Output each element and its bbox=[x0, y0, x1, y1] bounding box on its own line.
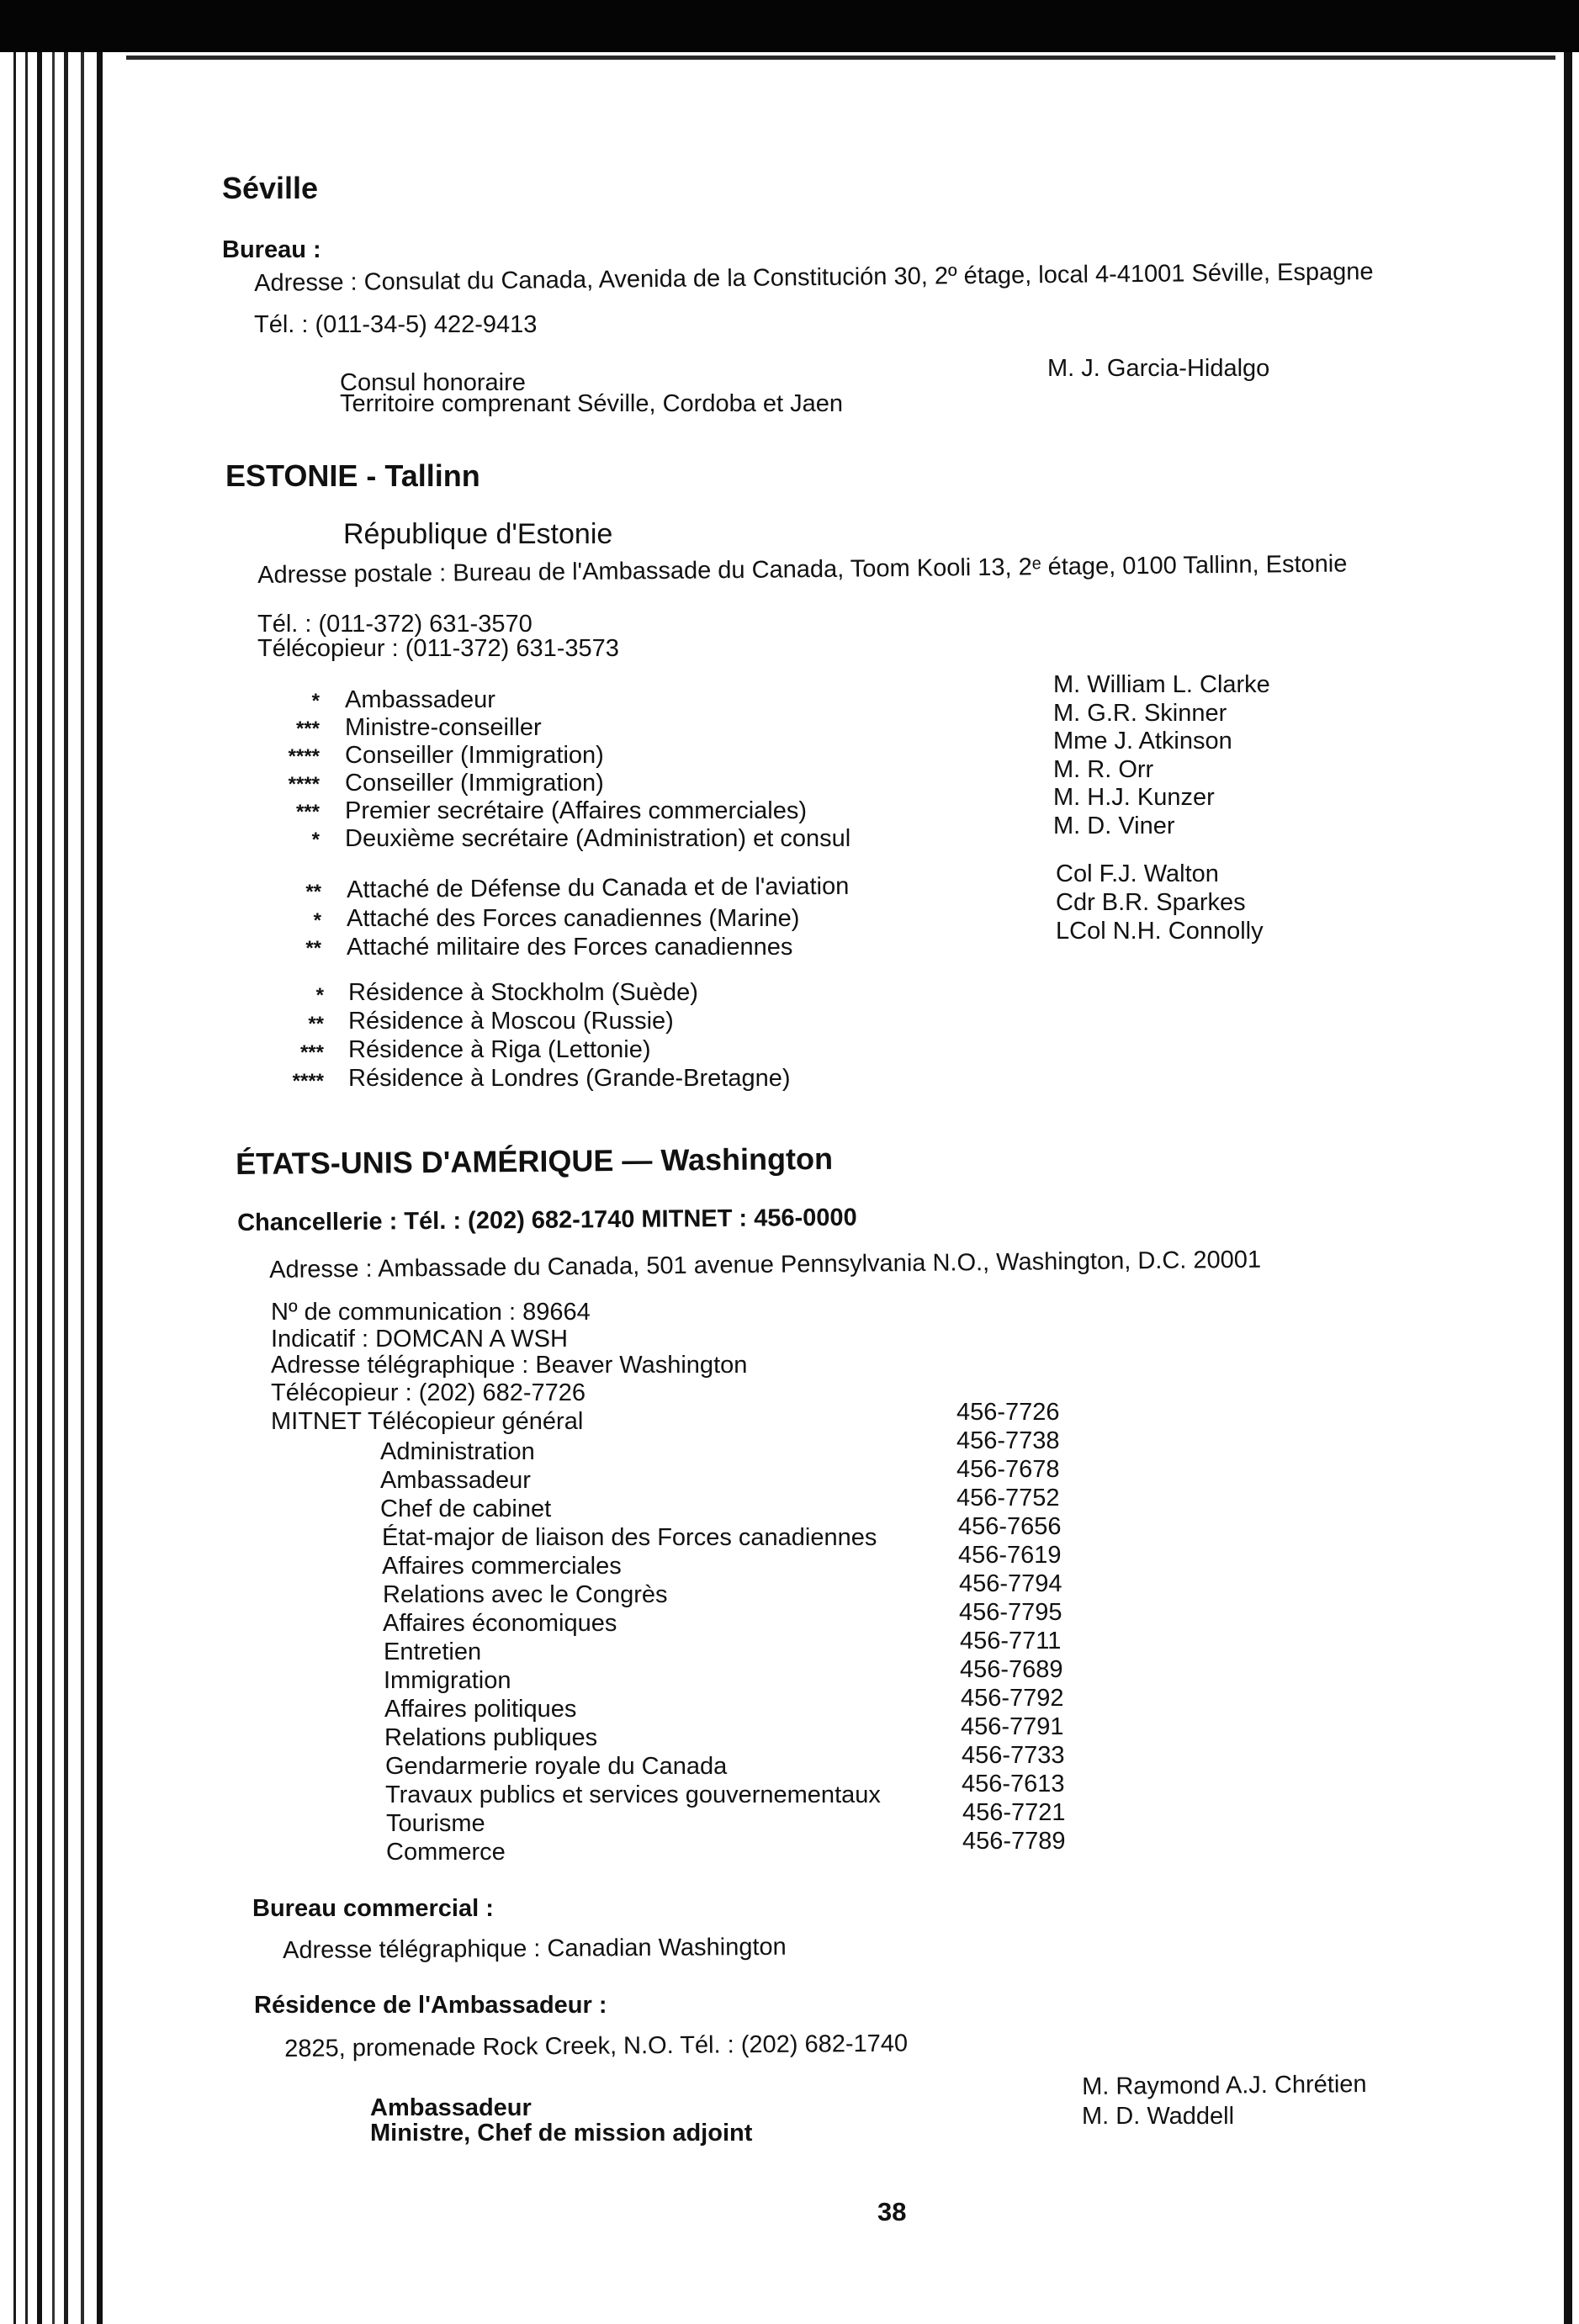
department-name: Affaires commerciales bbox=[382, 1553, 622, 1580]
department-number: 456-7689 bbox=[960, 1656, 1063, 1683]
attache-title: Attaché de Défense du Canada et de l'aviation bbox=[346, 872, 850, 903]
usa-fax: Télécopieur : (202) 682-7726 bbox=[271, 1379, 586, 1406]
usa-mitnet-number: 456-7726 bbox=[956, 1399, 1060, 1426]
estonie-address: Adresse postale : Bureau de l'Ambassade du Canada, Toom Kooli 13, 2ᵉ étage, 0100 Tallinn, Estonie bbox=[257, 550, 1348, 589]
attache-stars: ** bbox=[305, 937, 321, 960]
residence-stars: ** bbox=[308, 1013, 324, 1035]
attache-name: LCol N.H. Connolly bbox=[1056, 918, 1264, 945]
department-name: Ambassadeur bbox=[380, 1467, 531, 1494]
estonie-subtitle: République d'Estonie bbox=[343, 518, 613, 550]
bureau-label: Bureau : bbox=[222, 236, 321, 263]
residence-address: 2825, promenade Rock Creek, N.O. Tél. : (202) 682-1740 bbox=[283, 2030, 909, 2062]
department-number: 456-7678 bbox=[956, 1456, 1060, 1483]
department-name: Tourisme bbox=[386, 1810, 485, 1837]
department-name: Affaires économiques bbox=[383, 1610, 617, 1637]
department-name: Affaires politiques bbox=[384, 1696, 577, 1723]
seville-territory: Territoire comprenant Séville, Cordoba et Jaen bbox=[340, 390, 844, 417]
department-number: 456-7791 bbox=[961, 1713, 1064, 1740]
attache-name: Col F.J. Walton bbox=[1056, 860, 1219, 887]
department-name: Commerce bbox=[386, 1839, 506, 1866]
seville-role: Consul honoraire bbox=[340, 369, 526, 396]
department-name: Relations avec le Congrès bbox=[383, 1581, 668, 1608]
estonie-fax: Télécopieur : (011-372) 631-3573 bbox=[257, 635, 619, 662]
section-title-seville: Séville bbox=[222, 171, 319, 205]
staff-stars: * bbox=[311, 690, 320, 712]
staff-title: Ambassadeur bbox=[345, 686, 495, 713]
staff-stars: * bbox=[311, 828, 320, 851]
usa-telegraph: Adresse télégraphique : Beaver Washington bbox=[271, 1352, 748, 1379]
usa-indicatif: Indicatif : DOMCAN A WSH bbox=[271, 1326, 568, 1353]
residence-text: Résidence à Riga (Lettonie) bbox=[348, 1036, 651, 1063]
staff-title: Conseiller (Immigration) bbox=[345, 770, 604, 797]
attache-stars: ** bbox=[305, 881, 321, 903]
attache-title: Attaché des Forces canadiennes (Marine) bbox=[347, 905, 800, 932]
department-number: 456-7711 bbox=[960, 1628, 1062, 1654]
department-number: 456-7752 bbox=[956, 1485, 1060, 1511]
staff-stars: *** bbox=[295, 717, 320, 740]
seville-tel: Tél. : (011-34-5) 422-9413 bbox=[254, 311, 538, 338]
residence-stars: **** bbox=[292, 1070, 324, 1093]
department-name: Relations publiques bbox=[384, 1724, 598, 1751]
seville-consul-name: M. J. Garcia-Hidalgo bbox=[1047, 355, 1270, 382]
residence-text: Résidence à Stockholm (Suède) bbox=[348, 979, 698, 1006]
department-name: Travaux publics et services gouvernementaux bbox=[385, 1781, 881, 1808]
attache-stars: * bbox=[313, 909, 321, 932]
department-number: 456-7792 bbox=[961, 1685, 1064, 1712]
ambassadeur-name: M. Raymond A.J. Chrétien bbox=[1081, 2071, 1367, 2100]
department-name: Entretien bbox=[384, 1638, 482, 1665]
department-number: 456-7613 bbox=[962, 1771, 1065, 1797]
staff-stars: **** bbox=[288, 745, 320, 768]
staff-stars: **** bbox=[288, 773, 320, 796]
page-number: 38 bbox=[877, 2197, 907, 2226]
staff-title: Ministre-conseiller bbox=[345, 714, 542, 741]
seville-address: Adresse : Consulat du Canada, Avenida de la Constitución 30, 2º étage, local 4-41001 Séville, Espagne bbox=[253, 258, 1374, 297]
department-number: 456-7733 bbox=[962, 1742, 1065, 1769]
department-number: 456-7721 bbox=[962, 1799, 1066, 1826]
estonie-tel: Tél. : (011-372) 631-3570 bbox=[257, 611, 533, 638]
department-number: 456-7794 bbox=[959, 1570, 1062, 1597]
department-number: 456-7789 bbox=[962, 1828, 1066, 1855]
usa-comm-no: Nº de communication : 89664 bbox=[271, 1299, 591, 1326]
staff-title: Premier secrétaire (Affaires commerciales) bbox=[345, 797, 807, 824]
staff-title: Deuxième secrétaire (Administration) et consul bbox=[345, 825, 851, 852]
staff-name: M. William L. Clarke bbox=[1053, 671, 1270, 698]
residence-label: Résidence de l'Ambassadeur : bbox=[254, 1992, 607, 2019]
staff-stars: *** bbox=[295, 801, 320, 823]
section-title-estonie: ESTONIE - Tallinn bbox=[225, 458, 480, 493]
residence-text: Résidence à Moscou (Russie) bbox=[348, 1008, 674, 1035]
ministre-name: M. D. Waddell bbox=[1082, 2103, 1235, 2130]
usa-chancellerie: Chancellerie : Tél. : (202) 682-1740 MITNET : 456-0000 bbox=[236, 1204, 857, 1236]
attache-title: Attaché militaire des Forces canadiennes bbox=[347, 934, 793, 961]
usa-address: Adresse : Ambassade du Canada, 501 avenue Pennsylvania N.O., Washington, D.C. 20001 bbox=[268, 1246, 1262, 1284]
residence-stars: *** bbox=[299, 1041, 324, 1064]
section-title-usa: ÉTATS-UNIS D'AMÉRIQUE — Washington bbox=[235, 1141, 834, 1181]
department-number: 456-7795 bbox=[959, 1599, 1062, 1626]
bureau-commercial-label: Bureau commercial : bbox=[252, 1895, 494, 1922]
department-name: Administration bbox=[380, 1438, 535, 1465]
department-number: 456-7619 bbox=[958, 1542, 1062, 1569]
staff-name: M. R. Orr bbox=[1053, 756, 1154, 783]
residence-text: Résidence à Londres (Grande-Bretagne) bbox=[348, 1065, 791, 1092]
department-number: 456-7656 bbox=[958, 1513, 1062, 1540]
usa-mitnet-label: MITNET Télécopieur général bbox=[271, 1408, 584, 1435]
department-name: Immigration bbox=[384, 1667, 511, 1694]
department-name: État-major de liaison des Forces canadiennes bbox=[382, 1524, 877, 1551]
ambassadeur-title: Ambassadeur bbox=[370, 2094, 532, 2121]
department-name: Gendarmerie royale du Canada bbox=[385, 1753, 728, 1780]
department-name: Chef de cabinet bbox=[380, 1496, 552, 1522]
residence-stars: * bbox=[315, 984, 324, 1007]
staff-name: Mme J. Atkinson bbox=[1053, 728, 1232, 754]
attache-name: Cdr B.R. Sparkes bbox=[1056, 889, 1246, 916]
staff-name: M. G.R. Skinner bbox=[1053, 700, 1227, 727]
ministre-title: Ministre, Chef de mission adjoint bbox=[370, 2120, 753, 2147]
staff-name: M. D. Viner bbox=[1053, 813, 1175, 839]
staff-name: M. H.J. Kunzer bbox=[1053, 784, 1215, 811]
bureau-commercial-telegraph: Adresse télégraphique : Canadian Washington bbox=[282, 1933, 787, 1964]
staff-title: Conseiller (Immigration) bbox=[345, 742, 604, 769]
department-number: 456-7738 bbox=[956, 1427, 1060, 1454]
